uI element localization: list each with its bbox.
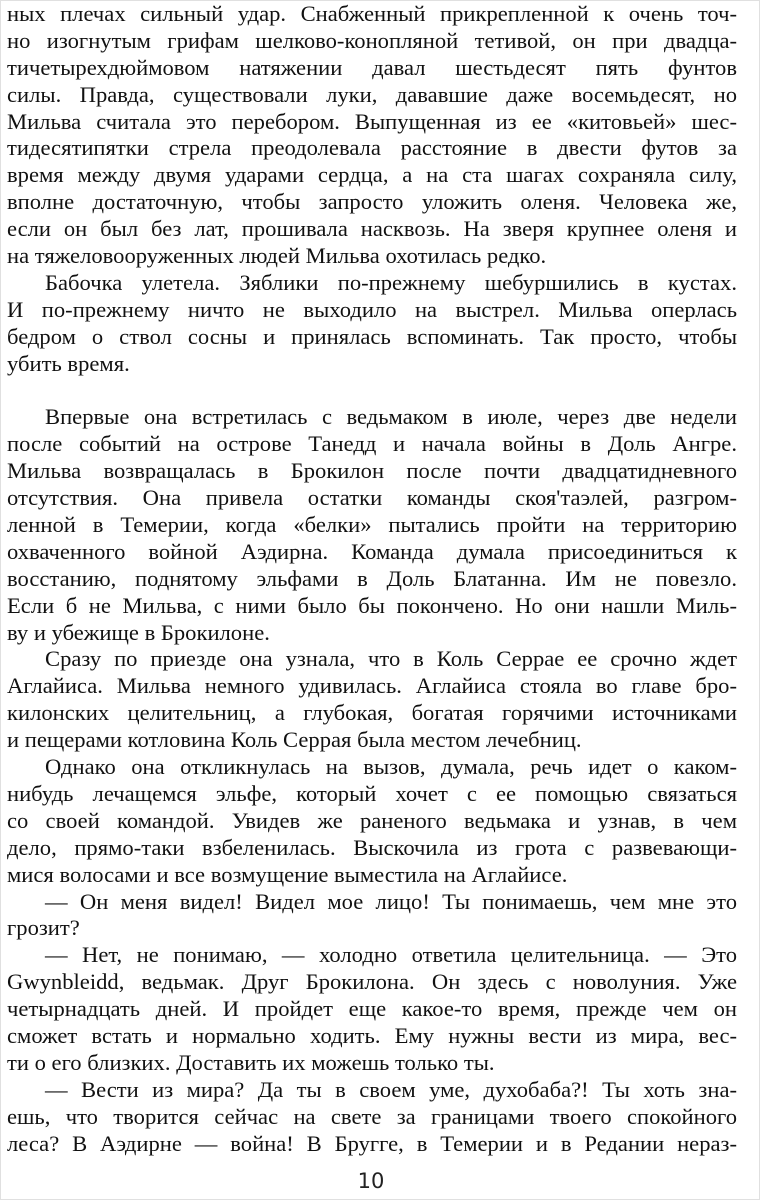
section-break: [7, 377, 737, 404]
text-line: восстанию, поднятому эльфами в Доль Блатанна. Им не повезло.: [7, 565, 737, 591]
text-line: силы. Правда, существовали луки, дававшие даже восемьдесят, но: [7, 81, 737, 107]
text-line: — Он меня видел! Видел мое лицо! Ты понимаешь, чем мне это: [45, 888, 737, 914]
text-line: леса? В Аэдирне — война! В Бругге, в Темерии и в Редании нераз-: [7, 1130, 737, 1156]
text-line: Если б не Мильва, с ними было бы покончено. Но они нашли Миль-: [7, 592, 737, 618]
text-line: Аглайиса. Мильва немного удивилась. Аглайиса стояла во главе бро-: [7, 673, 737, 699]
text-line: И по-прежнему ничто не выходило на выстрел. Мильва оперлась: [7, 296, 737, 322]
text-line: отсутствия. Она привела остатки команды скоя'таэлей, разгром-: [7, 485, 737, 511]
text-line: ешь, что творится сейчас на свете за границами твоего спокойного: [7, 1103, 737, 1129]
text-line: Мильва возвращалась в Брокилон после почти двадцатидневного: [7, 458, 737, 484]
text-line: тичетырехдюймовом натяжении давал шестьдесят пять фунтов: [7, 54, 737, 80]
text-line: сможет встать и нормально ходить. Ему нужны вести из мира, вес-: [7, 1022, 737, 1048]
text-line: но изогнутым грифам шелково-конопляной тетивой, он при двадца-: [7, 27, 737, 53]
text-line: Мильва считала это перебором. Выпущенная из ее «китовьей» шес-: [7, 108, 737, 134]
text-line: ных плечах сильный удар. Снабженный прикрепленной к очень точ-: [7, 1, 737, 26]
text-line: Сразу по приезде она узнала, что в Коль Серрае ее срочно ждет: [45, 646, 737, 672]
text-line: мися волосами и все возмущение выместила на Аглайисе.: [7, 861, 568, 887]
text-line: и пещерами котловина Коль Серрая была местом лечебниц.: [7, 727, 582, 753]
text-line: — Вести из мира? Да ты в своем уме, духобаба?! Ты хоть зна-: [45, 1076, 737, 1102]
text-line: Однако она откликнулась на вызов, думала, речь идет о каком-: [45, 754, 737, 780]
page-number: 10: [357, 1169, 385, 1193]
text-line: после событий на острове Танедд и начала войны в Доль Ангре.: [7, 431, 737, 457]
text-line: — Нет, не понимаю, — холодно ответила целительница. — Это: [45, 942, 737, 968]
text-line: нибудь лечащемся эльфе, который хочет с ее помощью связаться: [7, 780, 737, 806]
text-line: грозит?: [7, 915, 80, 941]
text-line: убить время.: [7, 350, 130, 376]
text-line: на тяжеловооруженных людей Мильва охотилась редко.: [7, 243, 547, 269]
text-line: Бабочка улетела. Зяблики по-прежнему шебуршились в кустах.: [45, 269, 737, 295]
text-line: вполне достаточную, чтобы запросто уложить оленя. Человека же,: [7, 189, 737, 215]
text-line: со своей командой. Увидев же раненого ведьмака и узнав, в чем: [7, 807, 737, 833]
text-line: бедром о ствол сосны и принялась вспоминать. Так просто, чтобы: [7, 323, 737, 349]
text-line: охваченного войной Аэдирна. Команда думала присоединиться к: [7, 538, 737, 564]
text-line: Впервые она встретилась с ведьмаком в июле, через две недели: [45, 404, 737, 430]
text-line: дело, прямо-таки взбеленилась. Выскочила из грота с развевающи-: [7, 834, 737, 860]
text-line: Gwynbleidd, ведьмак. Друг Брокилона. Он здесь с новолуния. Уже: [7, 969, 737, 995]
text-line: килонских целительниц, а глубокая, богатая горячими источниками: [7, 700, 737, 726]
text-line: если он был без лат, прошивала насквозь. На зверя крупнее оленя и: [7, 216, 737, 242]
text-line: время между двумя ударами сердца, а на ста шагах сохраняла силу,: [7, 162, 737, 188]
text-line: ти о его близких. Доставить их можешь только ты.: [7, 1049, 495, 1075]
text-line: ву и убежище в Брокилоне.: [7, 619, 270, 645]
body-text: [7, 1, 737, 1157]
text-line: четырнадцать дней. И пройдет еще какое-то время, прежде чем он: [7, 996, 737, 1022]
text-line: тидесятипятки стрела преодолевала расстояние в двести футов за: [7, 135, 737, 161]
text-line: ленной в Темерии, когда «белки» пытались пройти на территорию: [7, 512, 737, 538]
